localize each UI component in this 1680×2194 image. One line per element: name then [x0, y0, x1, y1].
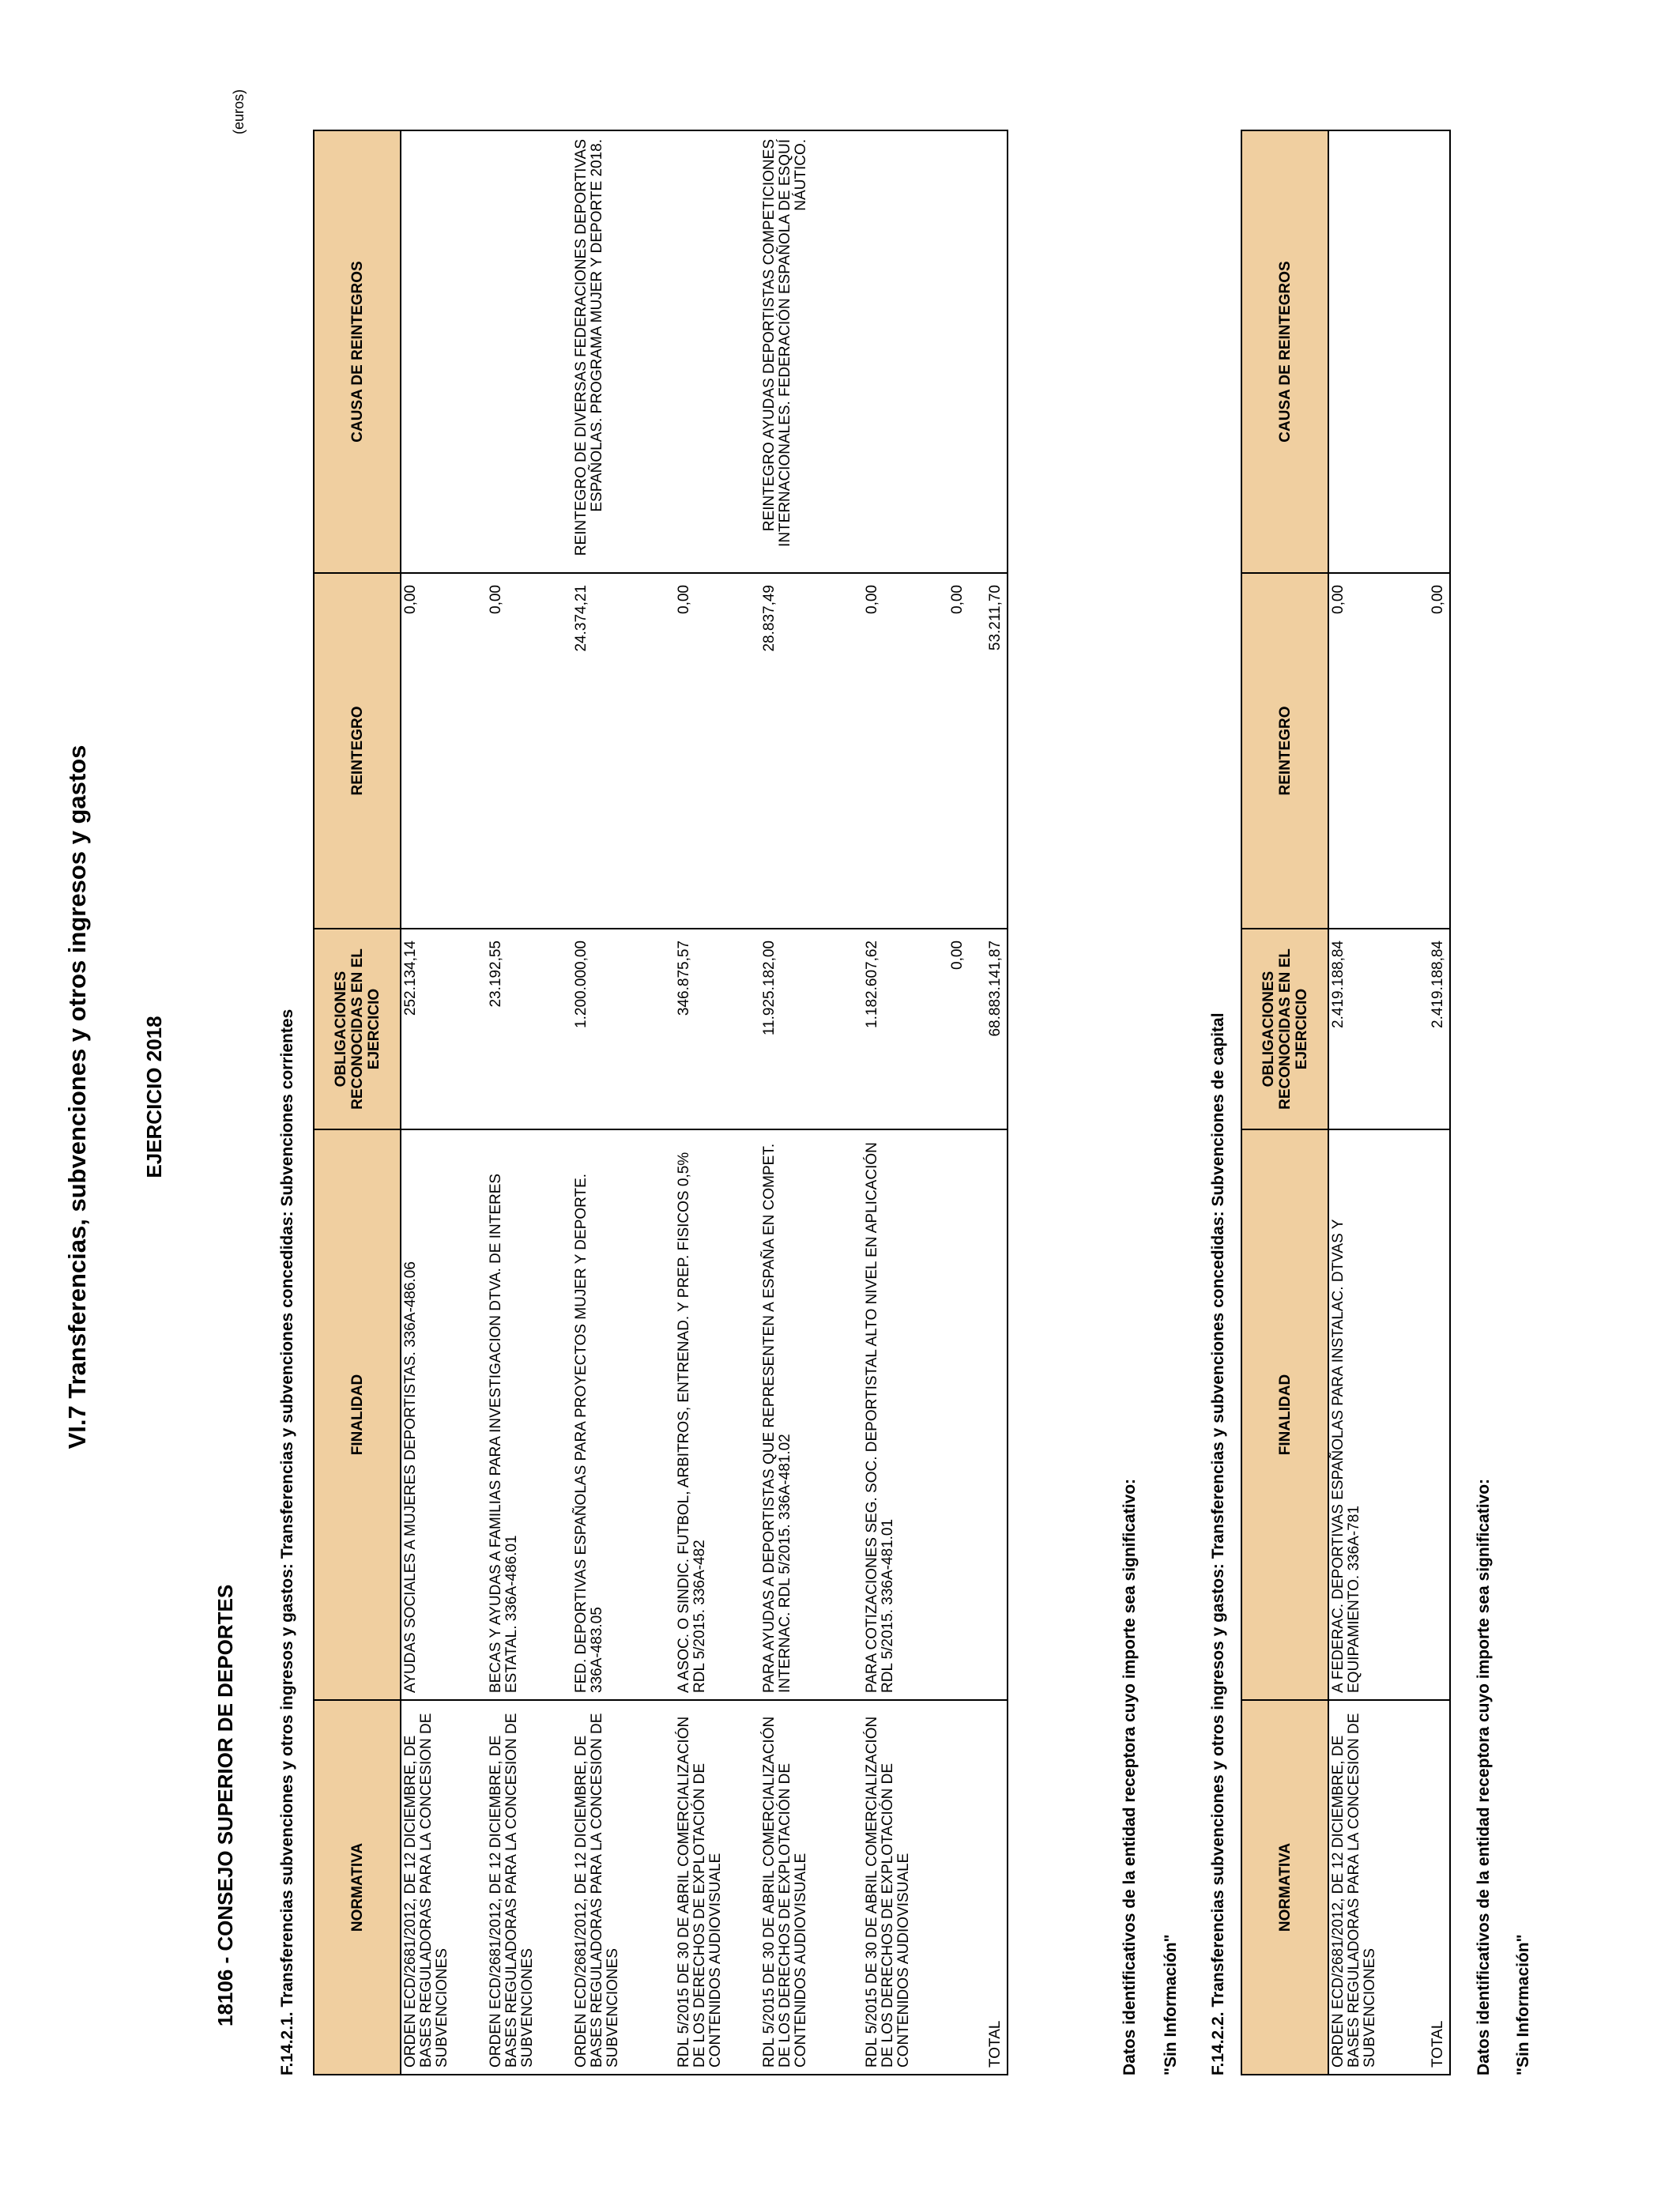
cell-causa: [948, 130, 972, 573]
total-label: TOTAL: [972, 1700, 1008, 2075]
units-label: (euros): [231, 89, 247, 134]
section-2-title: F.14.2.2. Transferencias subvenciones y otros ingresos y gastos: Transferencias y subvenciones concedidas: Subvenciones de capital: [1209, 1012, 1227, 2075]
cell-finalidad: BECAS Y AYUDAS A FAMILIAS PARA INVESTIGACION DTVA. DE INTERES ESTATAL. 336A-486.01: [487, 1129, 572, 1700]
cell-reintegro: 0,00: [401, 573, 487, 929]
header-causa: CAUSA DE REINTEGROS: [314, 130, 401, 573]
header-normativa: NORMATIVA: [1241, 1700, 1328, 2075]
table-header-row: [314, 130, 401, 2075]
cell-obligaciones: 2.419.188,84: [1328, 929, 1414, 1129]
cell-reintegro: 0,00: [863, 573, 948, 929]
total-obligaciones: 2.419.188,84: [1414, 929, 1450, 1129]
table-header-row: [1241, 130, 1328, 2075]
cell-causa: [675, 130, 760, 573]
cell-normativa: [948, 1700, 972, 2075]
header-reintegro: REINTEGRO: [1241, 573, 1328, 929]
header-obligaciones: OBLIGACIONES RECONOCIDAS EN EL EJERCICIO: [1241, 929, 1328, 1129]
header-finalidad: FINALIDAD: [314, 1129, 401, 1700]
section-2-datos-title: Datos identificativos de la entidad receptora cuyo importe sea significativo:: [1475, 1478, 1493, 2075]
cell-obligaciones: 11.925.182,00: [760, 929, 863, 1129]
section-1-title: F.14.2.1. Transferencias subvenciones y otros ingresos y gastos: Transferencias y subvenciones concedidas: Subvenciones corrientes: [278, 1008, 296, 2075]
section-1-datos-title: Datos identificativos de la entidad receptora cuyo importe sea significativo:: [1121, 1478, 1139, 2075]
table-row: [401, 130, 487, 2075]
cell-finalidad: [948, 1129, 972, 1700]
cell-obligaciones: 23.192,55: [487, 929, 572, 1129]
table-row: [1328, 130, 1414, 2075]
cell-finalidad: PARA COTIZACIONES SEG. SOC. DEPORTISTAL ALTO NIVEL EN APLICACIÓN RDL 5/2015. 336A-481.01: [863, 1129, 948, 1700]
total-reintegro: 0,00: [1414, 573, 1450, 929]
fiscal-year: EJERCICIO 2018: [142, 1016, 166, 1178]
cell-reintegro: 24.374,21: [572, 573, 675, 929]
total-finalidad: [1414, 1129, 1450, 1700]
cell-obligaciones: 0,00: [948, 929, 972, 1129]
cell-finalidad: AYUDAS SOCIALES A MUJERES DEPORTISTAS. 336A-486.06: [401, 1129, 487, 1700]
section-2-sin-informacion: "Sin Información": [1514, 1934, 1532, 2075]
cell-normativa: ORDEN ECD/2681/2012, DE 12 DICIEMBRE, DE BASES REGULADORAS PARA LA CONCESION DE SUBVENCIONES: [401, 1700, 487, 2075]
header-finalidad: FINALIDAD: [1241, 1129, 1328, 1700]
total-row: [972, 130, 1008, 2075]
cell-finalidad: A FEDERAC. DEPORTIVAS ESPAÑOLAS PARA INSTALAC. DTVAS Y EQUIPAMIENTO. 336A-781: [1328, 1129, 1414, 1700]
cell-causa: [487, 130, 572, 573]
cell-causa: REINTEGRO AYUDAS DEPORTISTAS COMPETICIONES INTERNACIONALES. FEDERACIÓN ESPAÑOLA DE ESQUÍ NÁUTICO.: [760, 130, 863, 573]
cell-obligaciones: 1.200.000,00: [572, 929, 675, 1129]
cell-normativa: RDL 5/2015 DE 30 DE ABRIL COMERCIALIZACIÓN DE LOS DERECHOS DE EXPLOTACIÓN DE CONTENIDOS AUDIOVISUALE: [760, 1700, 863, 2075]
cell-causa: [1328, 130, 1414, 573]
table-row: [948, 130, 972, 2075]
cell-reintegro: 28.837,49: [760, 573, 863, 929]
header-causa: CAUSA DE REINTEGROS: [1241, 130, 1328, 573]
total-finalidad: [972, 1129, 1008, 1700]
total-obligaciones: 68.883.141,87: [972, 929, 1008, 1129]
cell-reintegro: 0,00: [1328, 573, 1414, 929]
header-obligaciones: OBLIGACIONES RECONOCIDAS EN EL EJERCICIO: [314, 929, 401, 1129]
table-row: [675, 130, 760, 2075]
total-causa: [1414, 130, 1450, 573]
total-causa: [972, 130, 1008, 573]
section-1-sin-informacion: "Sin Información": [1162, 1934, 1180, 2075]
header-reintegro: REINTEGRO: [314, 573, 401, 929]
cell-normativa: ORDEN ECD/2681/2012, DE 12 DICIEMBRE, DE BASES REGULADORAS PARA LA CONCESION DE SUBVENCIONES: [572, 1700, 675, 2075]
table-row: [572, 130, 675, 2075]
cell-finalidad: A ASOC. O SINDIC. FUTBOL, ARBITROS, ENTRENAD. Y PREP. FISICOS 0,5% RDL 5/2015. 336A-482: [675, 1129, 760, 1700]
cell-obligaciones: 252.134,14: [401, 929, 487, 1129]
cell-normativa: RDL 5/2015 DE 30 DE ABRIL COMERCIALIZACIÓN DE LOS DERECHOS DE EXPLOTACIÓN DE CONTENIDOS AUDIOVISUALE: [675, 1700, 760, 2075]
entity-name: 18106 - CONSEJO SUPERIOR DE DEPORTES: [213, 1584, 237, 2026]
cell-reintegro: 0,00: [487, 573, 572, 929]
cell-normativa: ORDEN ECD/2681/2012, DE 12 DICIEMBRE, DE BASES REGULADORAS PARA LA CONCESION DE SUBVENCIONES: [1328, 1700, 1414, 2075]
cell-causa: REINTEGRO DE DIVERSAS FEDERACIONES DEPORTIVAS ESPAÑOLAS. PROGRAMA MUJER Y DEPORTE 2018.: [572, 130, 675, 573]
total-row: [1414, 130, 1450, 2075]
cell-obligaciones: 346.875,57: [675, 929, 760, 1129]
table-subvenciones-corrientes: [313, 130, 1008, 2075]
cell-reintegro: 0,00: [675, 573, 760, 929]
cell-normativa: RDL 5/2015 DE 30 DE ABRIL COMERCIALIZACIÓN DE LOS DERECHOS DE EXPLOTACIÓN DE CONTENIDOS AUDIOVISUALE: [863, 1700, 948, 2075]
table-row: [487, 130, 572, 2075]
table-row: [760, 130, 863, 2075]
header-normativa: NORMATIVA: [314, 1700, 401, 2075]
total-label: TOTAL: [1414, 1700, 1450, 2075]
cell-obligaciones: 1.182.607,62: [863, 929, 948, 1129]
table-row: [863, 130, 948, 2075]
cell-finalidad: FED. DEPORTIVAS ESPAÑOLAS PARA PROYECTOS MUJER Y DEPORTE. 336A-483.05: [572, 1129, 675, 1700]
cell-reintegro: 0,00: [948, 573, 972, 929]
page-title: VI.7 Transferencias, subvenciones y otros ingresos y gastos: [63, 745, 91, 1449]
cell-causa: [863, 130, 948, 573]
cell-finalidad: PARA AYUDAS A DEPORTISTAS QUE REPRESENTEN A ESPAÑA EN COMPET. INTERNAC. RDL 5/2015. 336A-481.02: [760, 1129, 863, 1700]
total-reintegro: 53.211,70: [972, 573, 1008, 929]
cell-causa: [401, 130, 487, 573]
table-subvenciones-capital: [1241, 130, 1451, 2075]
cell-normativa: ORDEN ECD/2681/2012, DE 12 DICIEMBRE, DE BASES REGULADORAS PARA LA CONCESION DE SUBVENCIONES: [487, 1700, 572, 2075]
